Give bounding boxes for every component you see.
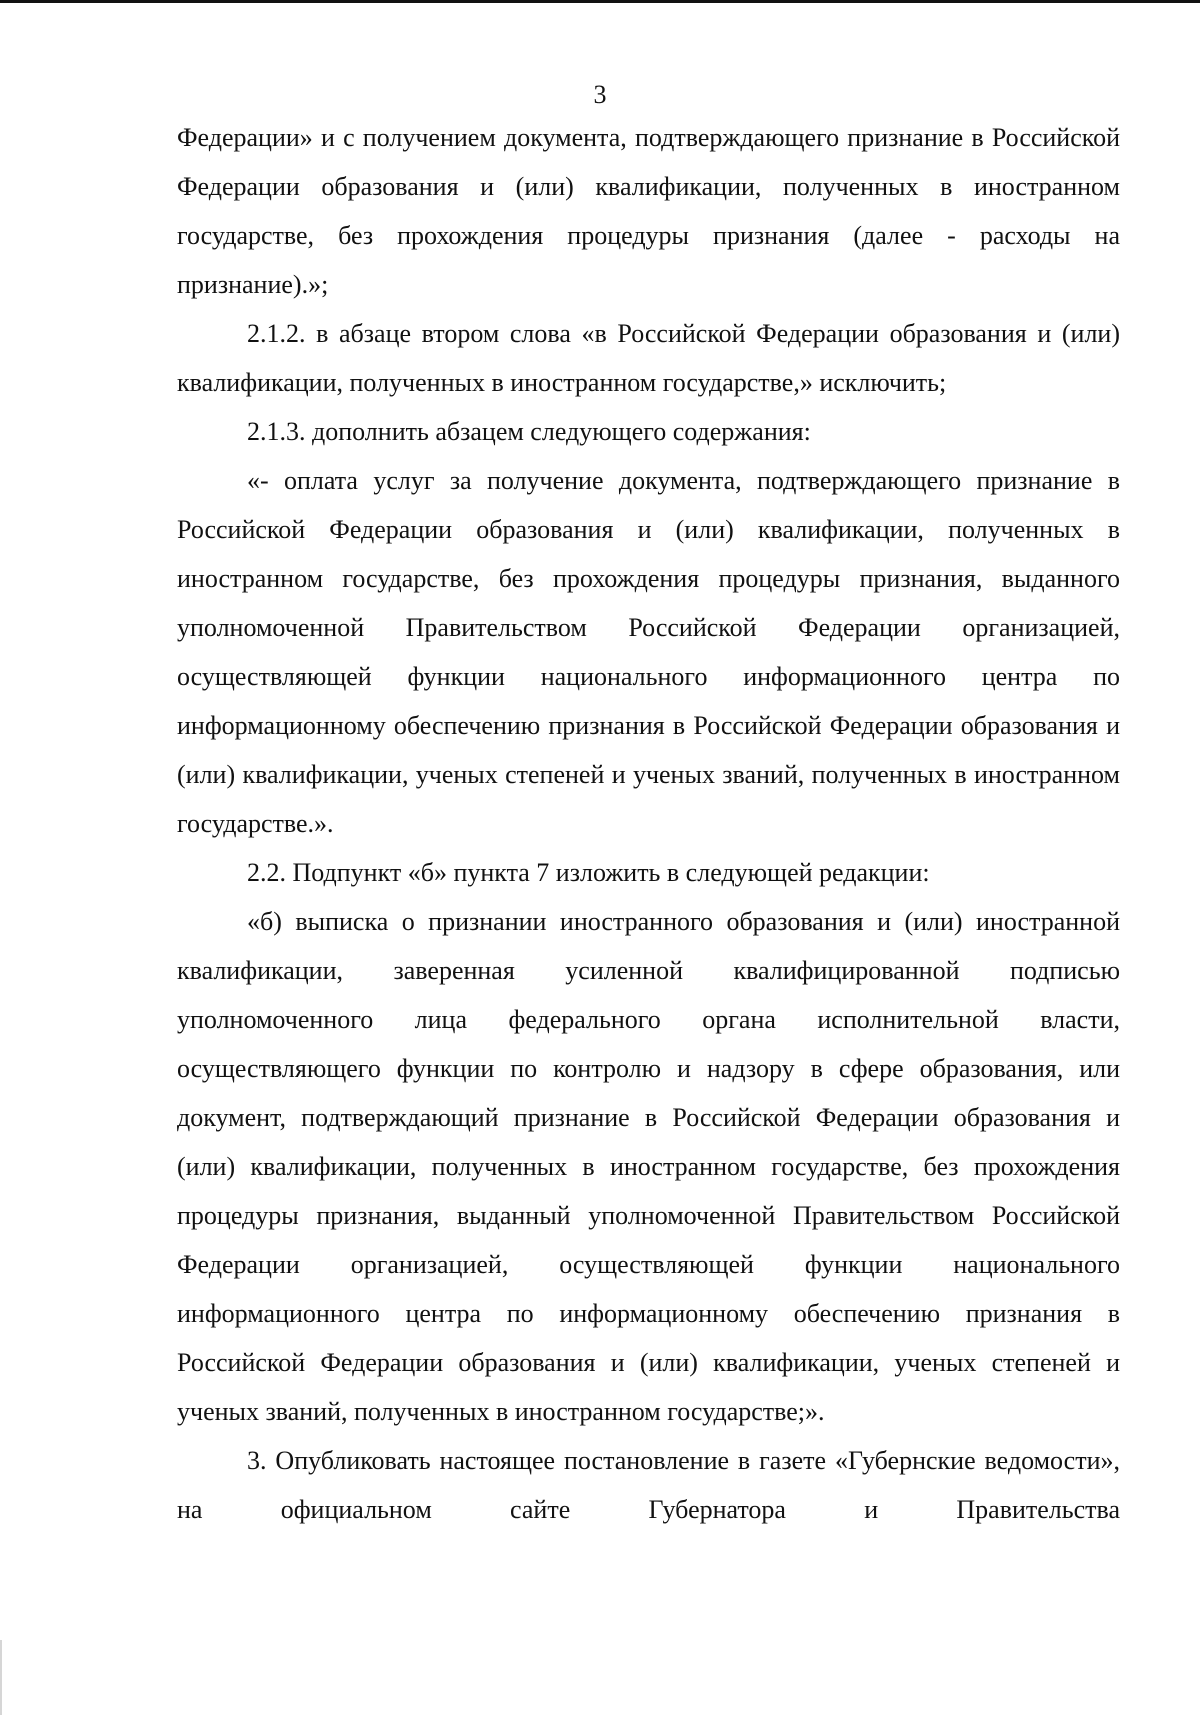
paragraph-subitem-b: «б) выписка о признании иностранного образования и (или) иностранной квалификации, заверенная усиленной квалифицированной подписью уполномоченного лица федерального органа исполнительной власти, осуществляющего функции по контролю и надзору в сфере образования, или документ, подтверждающий признание в Российской Федерации образования и (или) квалификации, полученных в иностранном государстве, без прохождения процедуры признания, выданный уполномоченной Правительством Российской Федерации организацией, осуществляющей функции национального информационного центра по информационному обеспечению признания в Российской Федерации образования и (или) квалификации, ученых степеней и ученых званий, полученных в иностранном государстве;». xyxy=(177,907,1120,1426)
top-border-line xyxy=(0,0,1200,3)
paragraph-continuation: Федерации» и с получением документа, подтверждающего признание в Российской Федерации образования и (или) квалификации, полученных в иностранном государстве, без прохождения процедуры признания (далее - расходы на признание).»; xyxy=(177,123,1120,299)
paragraph-item-2-1-3: 2.1.3. дополнить абзацем следующего содержания: xyxy=(247,417,811,446)
paragraph-item-3: 3. Опубликовать настоящее постановление в газете «Губернские ведомости», на официальном сайте Губернатора и Правительства xyxy=(177,1446,1120,1524)
paragraph-item-2-2: 2.2. Подпункт «б» пункта 7 изложить в следующей редакции: xyxy=(247,858,930,887)
paragraph-item-2-1-2: 2.1.2. в абзаце втором слова «в Российской Федерации образования и (или) квалификации, полученных в иностранном государстве,» исключить; xyxy=(177,319,1120,397)
scan-edge-mark xyxy=(0,1640,2,1715)
document-body xyxy=(177,113,1120,1534)
page-number: 3 xyxy=(593,80,607,109)
paragraph-quoted-addition: «- оплата услуг за получение документа, подтверждающего признание в Российской Федерации образования и (или) квалификации, полученных в иностранном государстве, без прохождения процедуры признания, выданного уполномоченной Правительством Российской Федерации организацией, осуществляющей функции национального информационного центра по информационному обеспечению признания в Российской Федерации образования и (или) квалификации, ученых степеней и ученых званий, полученных в иностранном государстве.». xyxy=(177,466,1120,838)
